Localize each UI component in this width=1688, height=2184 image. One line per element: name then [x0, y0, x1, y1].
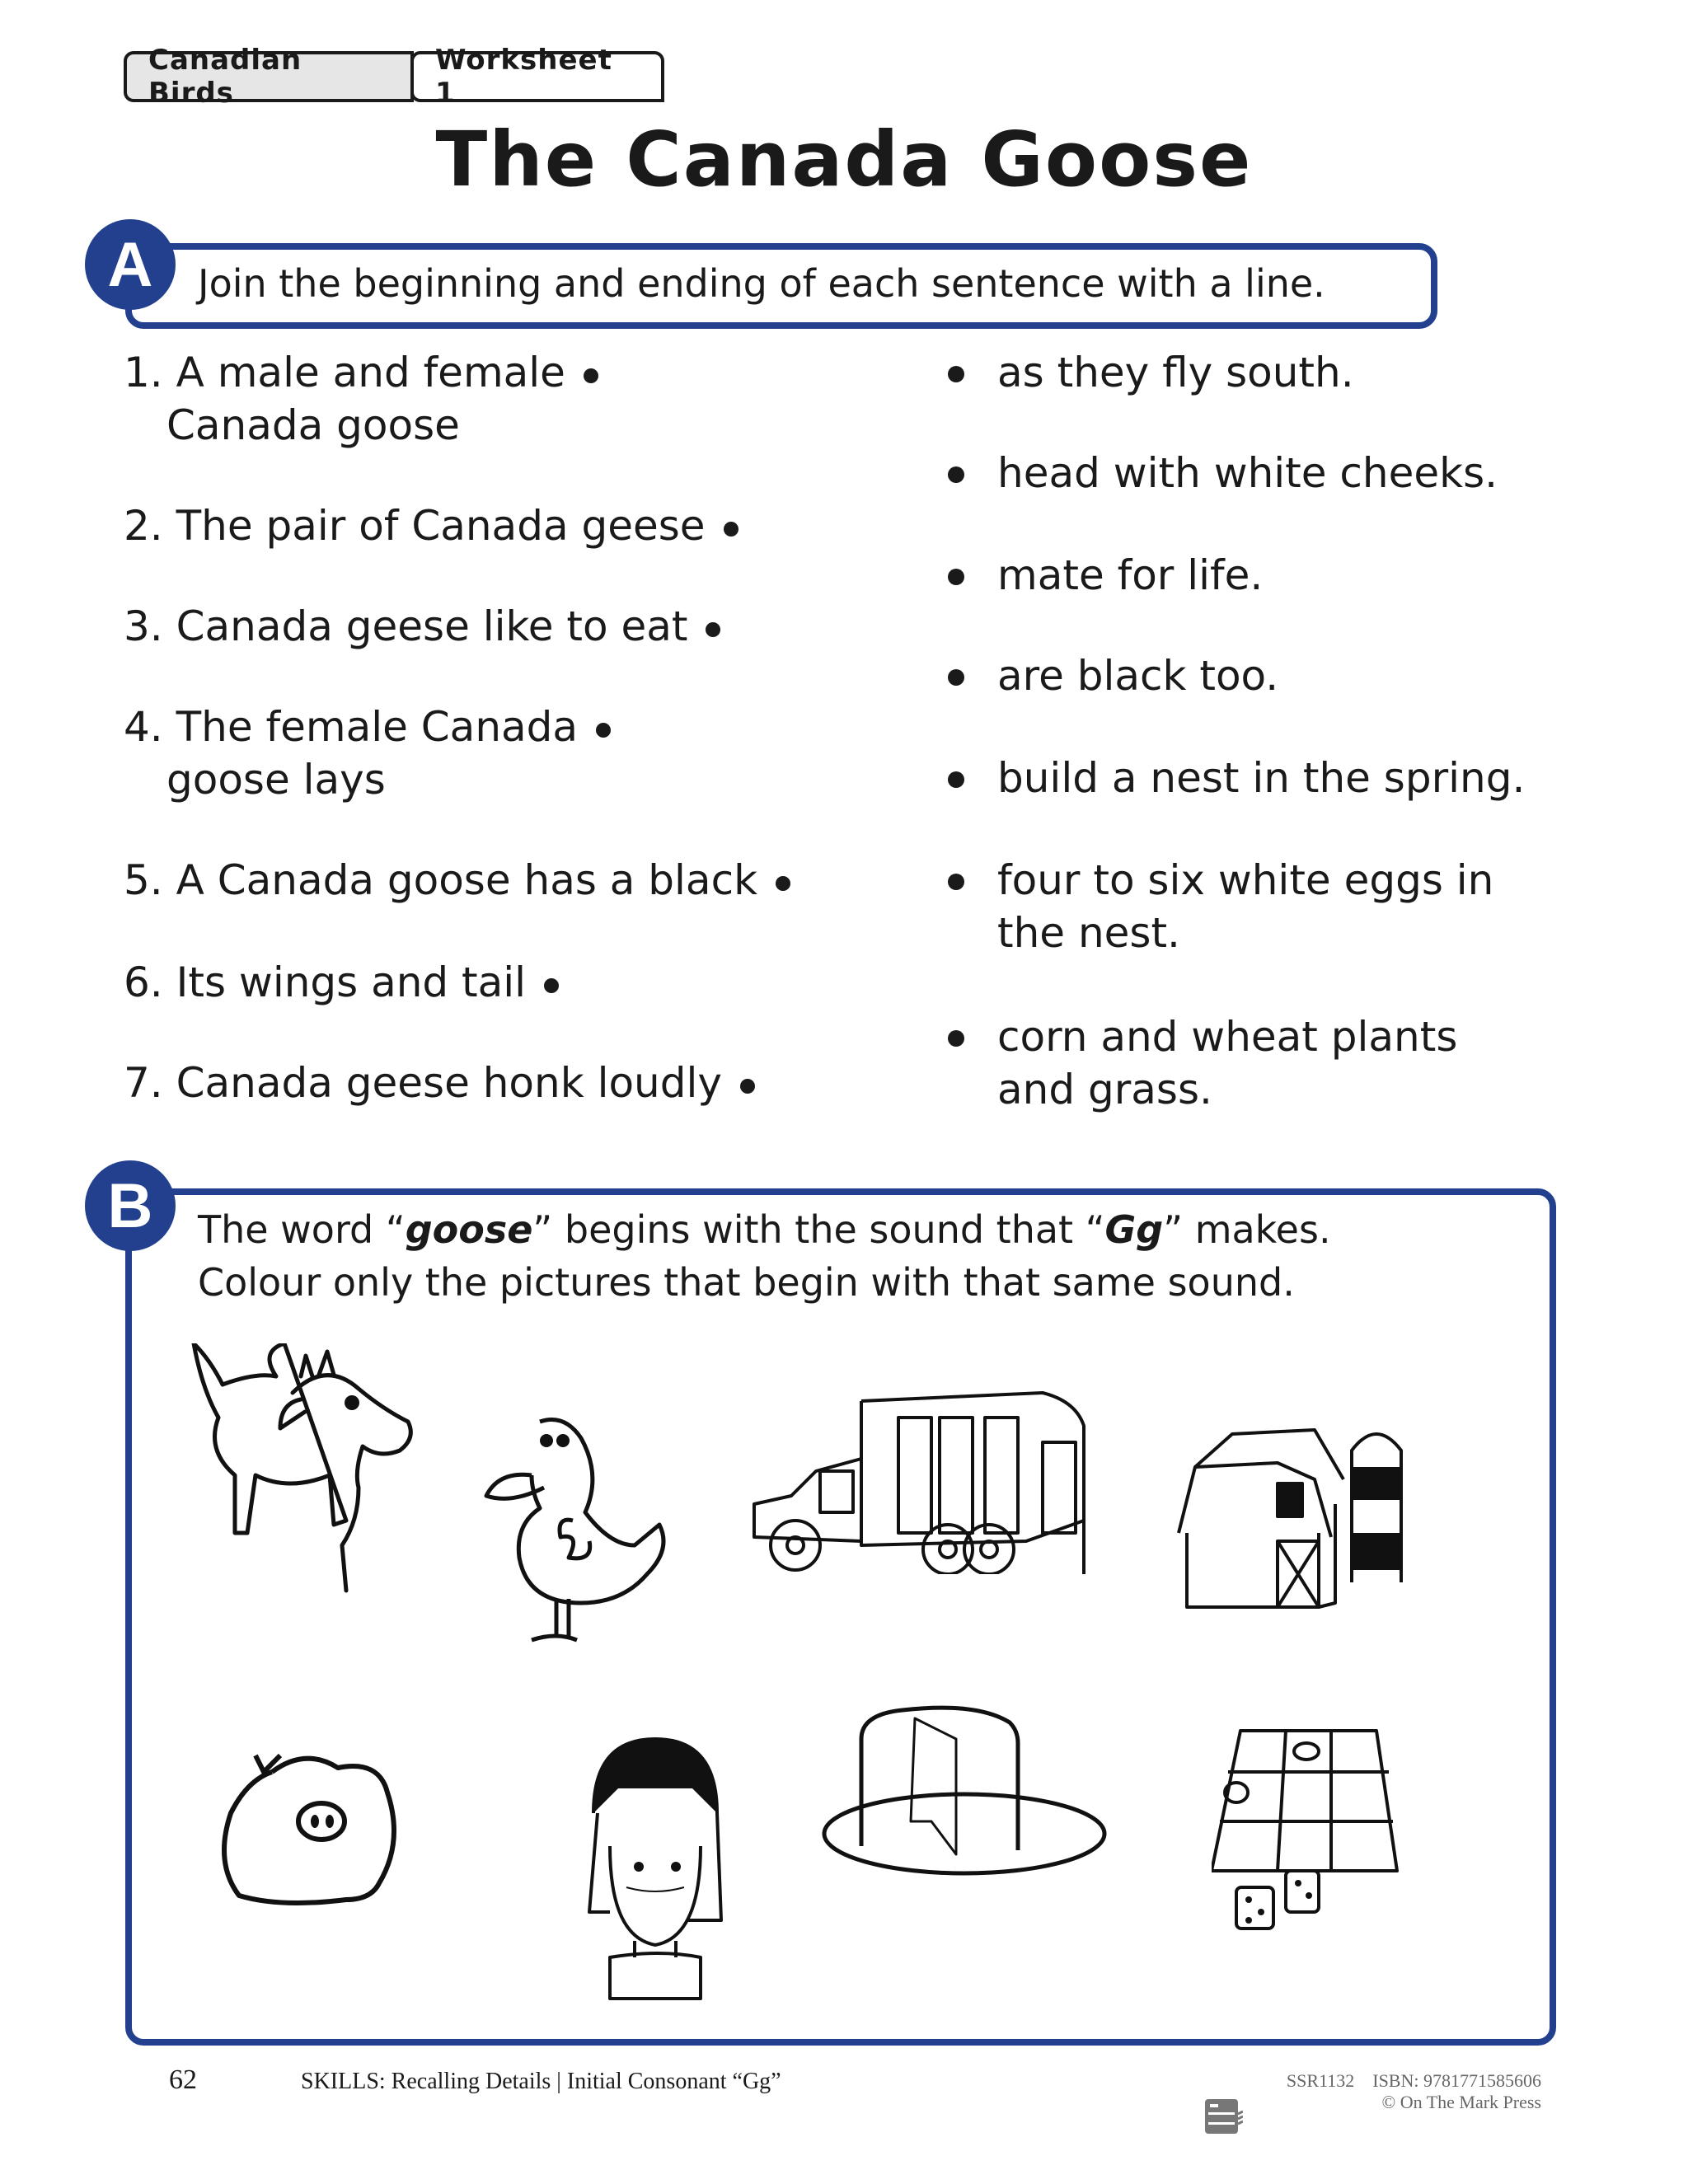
worksheet-tab: Worksheet 1 — [410, 51, 664, 102]
ending-item-4 — [948, 649, 1278, 702]
item-text: A male and female — [176, 349, 565, 396]
item-text-cont: goose lays — [166, 756, 386, 804]
match-dot[interactable] — [948, 466, 964, 483]
instr-text: ” makes. — [1163, 1207, 1331, 1252]
item-text: mate for life. — [997, 551, 1264, 599]
match-dot[interactable] — [584, 368, 598, 383]
ending-item-6 — [948, 854, 1493, 959]
item-text-cont: the nest. — [997, 909, 1180, 957]
ending-item-5 — [948, 752, 1525, 804]
section-b-instruction — [198, 1203, 1331, 1309]
instr-line2: Colour only the pictures that begin with that same sound. — [198, 1260, 1295, 1305]
item-number: 3. — [124, 602, 163, 650]
copyright: © On The Mark Press — [1381, 2092, 1541, 2112]
item-number: 7. — [124, 1059, 163, 1107]
ending-item-1 — [948, 346, 1354, 399]
item-number: 5. — [124, 856, 163, 904]
item-text: head with white cheeks. — [997, 449, 1498, 497]
match-dot[interactable] — [948, 874, 964, 890]
skills-label: SKILLS: Recalling Details | Initial Consonant “Gg” — [301, 2069, 781, 2094]
beginning-item-4 — [124, 701, 611, 806]
beginning-item-1 — [124, 346, 598, 452]
match-dot[interactable] — [776, 876, 790, 891]
match-dot[interactable] — [948, 1030, 964, 1047]
ending-item-7 — [948, 1010, 1457, 1116]
item-number: 1. — [124, 349, 163, 396]
pig-icon[interactable] — [190, 1739, 437, 1920]
item-text: The pair of Canada geese — [176, 502, 706, 550]
item-number: 6. — [124, 958, 163, 1006]
beginning-item-7 — [124, 1057, 755, 1109]
item-text: corn and wheat plants — [997, 1013, 1458, 1061]
instr-letter-gg: Gg — [1104, 1207, 1164, 1252]
item-text: The female Canada — [176, 703, 579, 751]
isbn: ISBN: 9781771585606 — [1372, 2070, 1541, 2091]
item-text: are black too. — [997, 652, 1279, 700]
ending-item-2 — [948, 447, 1498, 499]
goat-icon[interactable] — [177, 1343, 424, 1607]
match-dot[interactable] — [544, 978, 559, 993]
beginning-item-5 — [124, 854, 790, 907]
instr-word-goose: goose — [405, 1207, 533, 1252]
item-text: build a nest in the spring. — [997, 754, 1526, 802]
match-dot[interactable] — [948, 569, 964, 585]
publisher-info — [1269, 2070, 1541, 2113]
product-code: SSR1132 — [1286, 2070, 1355, 2091]
beginning-item-3 — [124, 600, 720, 653]
item-text: four to six white eggs in — [997, 856, 1494, 904]
header-tabs — [124, 44, 664, 110]
item-text-cont: Canada goose — [166, 401, 460, 449]
page-number: 62 — [169, 2064, 197, 2095]
item-text: Canada geese like to eat — [176, 602, 688, 650]
match-dot[interactable] — [706, 622, 720, 637]
item-text-cont: and grass. — [997, 1066, 1212, 1113]
ending-item-3 — [948, 549, 1263, 602]
barn-icon[interactable] — [1170, 1418, 1533, 1615]
girl-icon[interactable] — [560, 1731, 742, 2003]
match-dot[interactable] — [724, 522, 738, 537]
item-text: Canada geese honk loudly — [176, 1059, 722, 1107]
match-dot[interactable] — [948, 771, 964, 788]
item-number: 4. — [124, 703, 163, 751]
game-board-icon[interactable] — [1212, 1722, 1459, 1945]
duck-icon[interactable] — [482, 1401, 680, 1648]
item-text: Its wings and tail — [176, 958, 527, 1006]
page-title: The Canada Goose — [435, 115, 1253, 204]
cake-icon[interactable] — [816, 1698, 1121, 1879]
match-dot[interactable] — [596, 723, 611, 738]
category-tab: Canadian Birds — [124, 51, 414, 102]
match-dot[interactable] — [740, 1079, 755, 1094]
beginning-item-6 — [124, 956, 559, 1009]
beginning-item-2 — [124, 499, 738, 552]
printer-icon — [1203, 2097, 1243, 2135]
match-dot[interactable] — [948, 366, 964, 382]
item-text: A Canada goose has a black — [176, 856, 758, 904]
match-dot[interactable] — [948, 669, 964, 686]
section-b-badge: B — [85, 1160, 176, 1251]
item-text: as they fly south. — [997, 349, 1354, 396]
item-number: 2. — [124, 502, 163, 550]
garbage-truck-icon[interactable] — [746, 1385, 1158, 1574]
instr-text: The word “ — [198, 1207, 406, 1252]
section-a-instruction: Join the beginning and ending of each sentence with a line. — [198, 261, 1325, 306]
instr-text: ” begins with the sound that “ — [532, 1207, 1105, 1252]
section-a-badge: A — [85, 219, 176, 310]
